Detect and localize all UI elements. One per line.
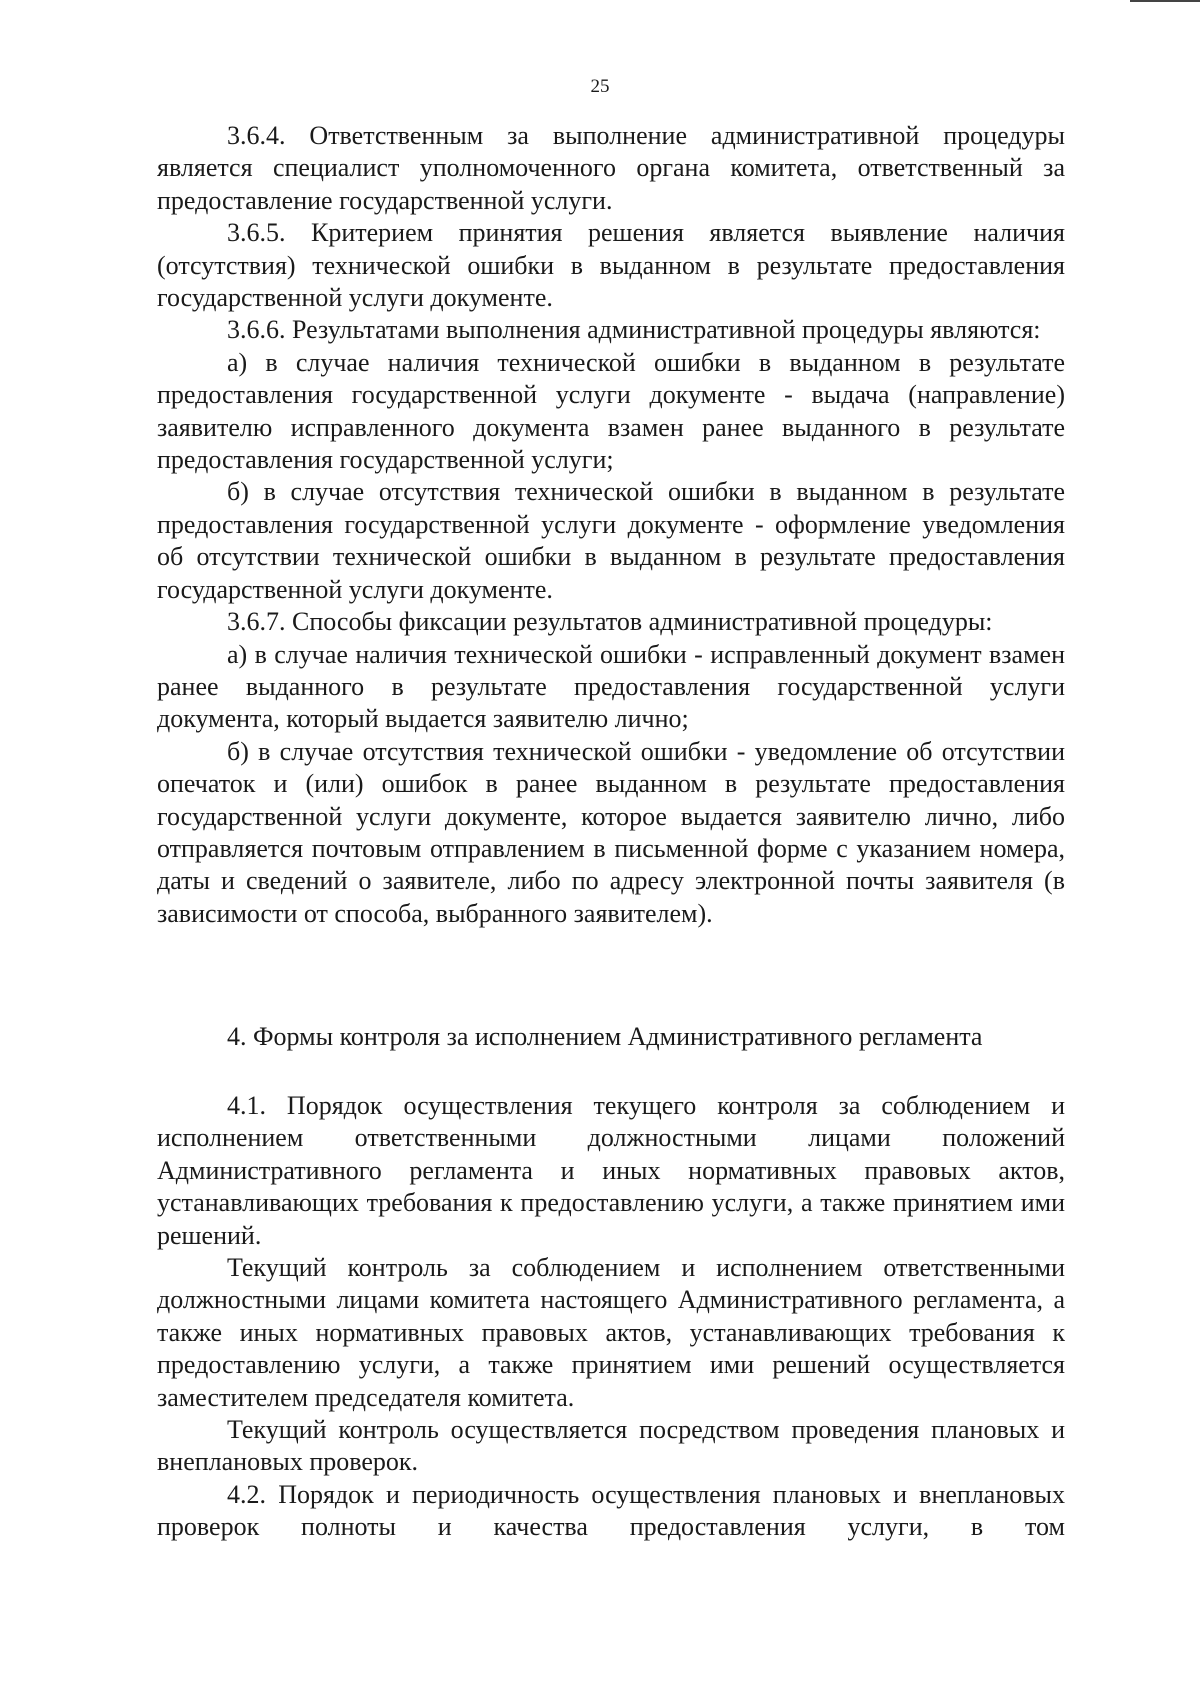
paragraph-3-6-7: 3.6.7. Способы фиксации результатов административной процедуры: [227, 607, 993, 637]
page-number: 25 [590, 76, 610, 97]
scan-edge-mark [1130, 0, 1200, 2]
paragraph-4-2: 4.2. Порядок и периодичность осуществления плановых и внеплановых проверок полноты и качества предоставления услуги, в том [157, 1479, 1065, 1542]
paragraph-3-6-6-b: б) в случае отсутствия технической ошибки в выданном в результате предоставления государственной услуги документе - оформление уведомления об отсутствии технической ошибки в выданном в результате предоставления государственной услуги документе. [157, 477, 1065, 604]
document-body-section-4 [157, 1090, 1065, 1544]
paragraph-3-6-6-a: а) в случае наличия технической ошибки в выданном в результате предоставления государственной услуги документе - выдача (направление) заявителю исправленного документа взамен ранее выданного в результате предоставления государственной услуги; [157, 347, 1065, 475]
paragraph-4-1: 4.1. Порядок осуществления текущего контроля за соблюдением и исполнением ответственными должностными лицами положений Административного регламента и иных нормативных правовых актов, устанавливающих требования к предоставлению услуги, а также принятием ими решений. [157, 1091, 1065, 1250]
paragraph-current-control: Текущий контроль за соблюдением и исполнением ответственными должностными лицами комитета настоящего Административного регламента, а также иных нормативных правовых актов, устанавливающих требования к предоставлению услуги, а также принятием ими решений осуществляется заместителем председателя комитета. [157, 1253, 1065, 1412]
paragraph-3-6-4: 3.6.4. Ответственным за выполнение административной процедуры является специалист уполномоченного органа комитета, ответственный за предоставление государственной услуги. [157, 121, 1065, 215]
document-body-section-3 [157, 120, 1065, 930]
paragraph-3-6-7-a: а) в случае наличия технической ошибки - исправленный документ взамен ранее выданного в результате предоставления государственной услуги документа, который выдается заявителю лично; [157, 639, 1065, 734]
paragraph-3-6-7-b: б) в случае отсутствия технической ошибки - уведомление об отсутствии опечаток и (или) ошибок в ранее выданном в результате предоставления государственной услуги документе, которое выдается заявителю лично, либо отправляется почтовым отправлением в письменной форме с указанием номера, даты и сведений о заявителе, либо по адресу электронной почты заявителя (в зависимости от способа, выбранного заявителем). [157, 736, 1065, 928]
section-heading-4: 4. Формы контроля за исполнением Административного регламента [227, 1022, 983, 1051]
paragraph-3-6-5: 3.6.5. Критерием принятия решения является выявление наличия (отсутствия) технической ошибки в выданном в результате предоставления государственной услуги документе. [157, 218, 1065, 313]
paragraph-3-6-6: 3.6.6. Результатами выполнения административной процедуры являются: [227, 315, 1041, 345]
paragraph-control-method: Текущий контроль осуществляется посредством проведения плановых и внеплановых проверок. [157, 1415, 1065, 1477]
